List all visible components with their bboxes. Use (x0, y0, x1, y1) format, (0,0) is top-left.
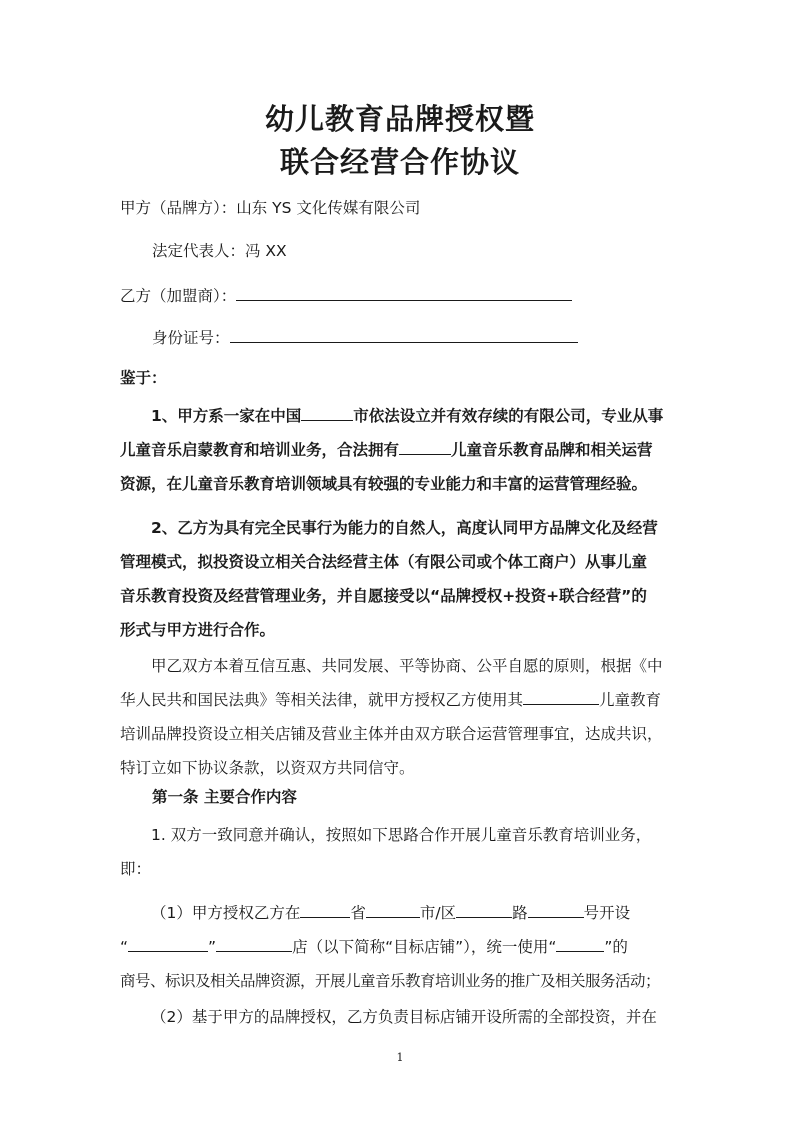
brand-name-blank (523, 686, 599, 705)
article-1-item-1-row-3: 商号、标识及相关品牌资源，开展儿童音乐教育培训业务的推广及相关服务活动； (120, 972, 661, 990)
whereas-p1-row-2: 儿童音乐启蒙教育和培训业务，合法拥有 儿童音乐教育品牌和相关运营 (120, 433, 680, 467)
road-blank (456, 899, 512, 918)
store-name-blank (216, 933, 292, 952)
document-title-line-2: 联合经营合作协议 (279, 145, 520, 179)
party-b-id-line (152, 324, 578, 349)
city-blank (301, 402, 353, 421)
city-district-blank (366, 899, 420, 918)
intro-row-3: 培训品牌投资设立相关店铺及营业主体并由双方联合运营管理事宜，达成共识， (120, 725, 663, 743)
article-1-item-1 (120, 896, 680, 998)
intro-row-1: 甲乙双方本着互信互惠、共同发展、平等协商、公平自愿的原则，根据《中 (151, 657, 663, 675)
intro-row-4: 特订立如下协议条款，以资双方共同信守。 (120, 759, 415, 777)
trade-name-blank (556, 933, 604, 952)
article-1-p1-row-2: 即： (120, 860, 152, 878)
whereas-p2-row-3: 音乐教育投资及经营管理业务，并自愿接受以“品牌授权+投资+联合经营”的 (120, 587, 647, 605)
article-1-item-1-row-1: （1）甲方授权乙方在 省 市/区 路 号开设 (120, 896, 680, 930)
party-b-id-label: 身份证号： (152, 329, 230, 347)
intro-row-2: 华人民共和国民法典》等相关法律，就甲方授权乙方使用其 儿童教育 (120, 683, 680, 717)
document-title-line-1: 幼儿教育品牌授权暨 (264, 102, 535, 136)
province-blank (300, 899, 350, 918)
article-1-item-2 (120, 1000, 680, 1034)
store-brand-blank (128, 933, 208, 952)
article-1-heading: 第一条 主要合作内容 (152, 788, 297, 806)
intro-paragraph (120, 649, 680, 785)
whereas-p1-row-1: 1、甲方系一家在中国 市依法设立并有效存续的有限公司，专业从事 (120, 399, 680, 433)
number-blank (528, 899, 584, 918)
party-b-label: 乙方（加盟商）： (120, 287, 237, 305)
party-a-label: 甲方（品牌方）：山东 YS 文化传媒有限公司 (120, 199, 421, 217)
article-1-p1-row-1: 1. 双方一致同意并确认，按照如下思路合作开展儿童音乐教育培训业务， (151, 826, 652, 844)
whereas-heading: 鉴于： (120, 369, 167, 387)
page-number: 1 (396, 1051, 404, 1064)
article-1-item-1-row-2: “ ” 店（以下简称“目标店铺”），统一使用“ ”的 (120, 930, 680, 964)
party-b-blank (236, 282, 572, 301)
whereas-paragraph-1 (120, 399, 680, 501)
whereas-p2-row-2: 管理模式，拟投资设立相关合法经营主体（有限公司或个体工商户）从事儿童 (120, 553, 648, 571)
article-1-paragraph-1 (120, 818, 680, 886)
article-1-item-2-row-1: （2）基于甲方的品牌授权，乙方负责目标店铺开设所需的全部投资，并在 (151, 1008, 657, 1026)
whereas-p2-row-4: 形式与甲方进行合作。 (120, 621, 276, 639)
whereas-paragraph-2 (120, 511, 680, 647)
whereas-p2-row-1: 2、乙方为具有完全民事行为能力的自然人，高度认同甲方品牌文化及经营 (151, 519, 658, 537)
party-b-line (120, 282, 572, 307)
whereas-p1-row-3: 资源，在儿童音乐教育培训领域具有较强的专业能力和丰富的运营管理经验。 (120, 475, 648, 493)
brand-blank (399, 436, 451, 455)
party-a-representative: 法定代表人：冯 XX (152, 242, 287, 260)
party-b-id-blank (230, 324, 578, 343)
